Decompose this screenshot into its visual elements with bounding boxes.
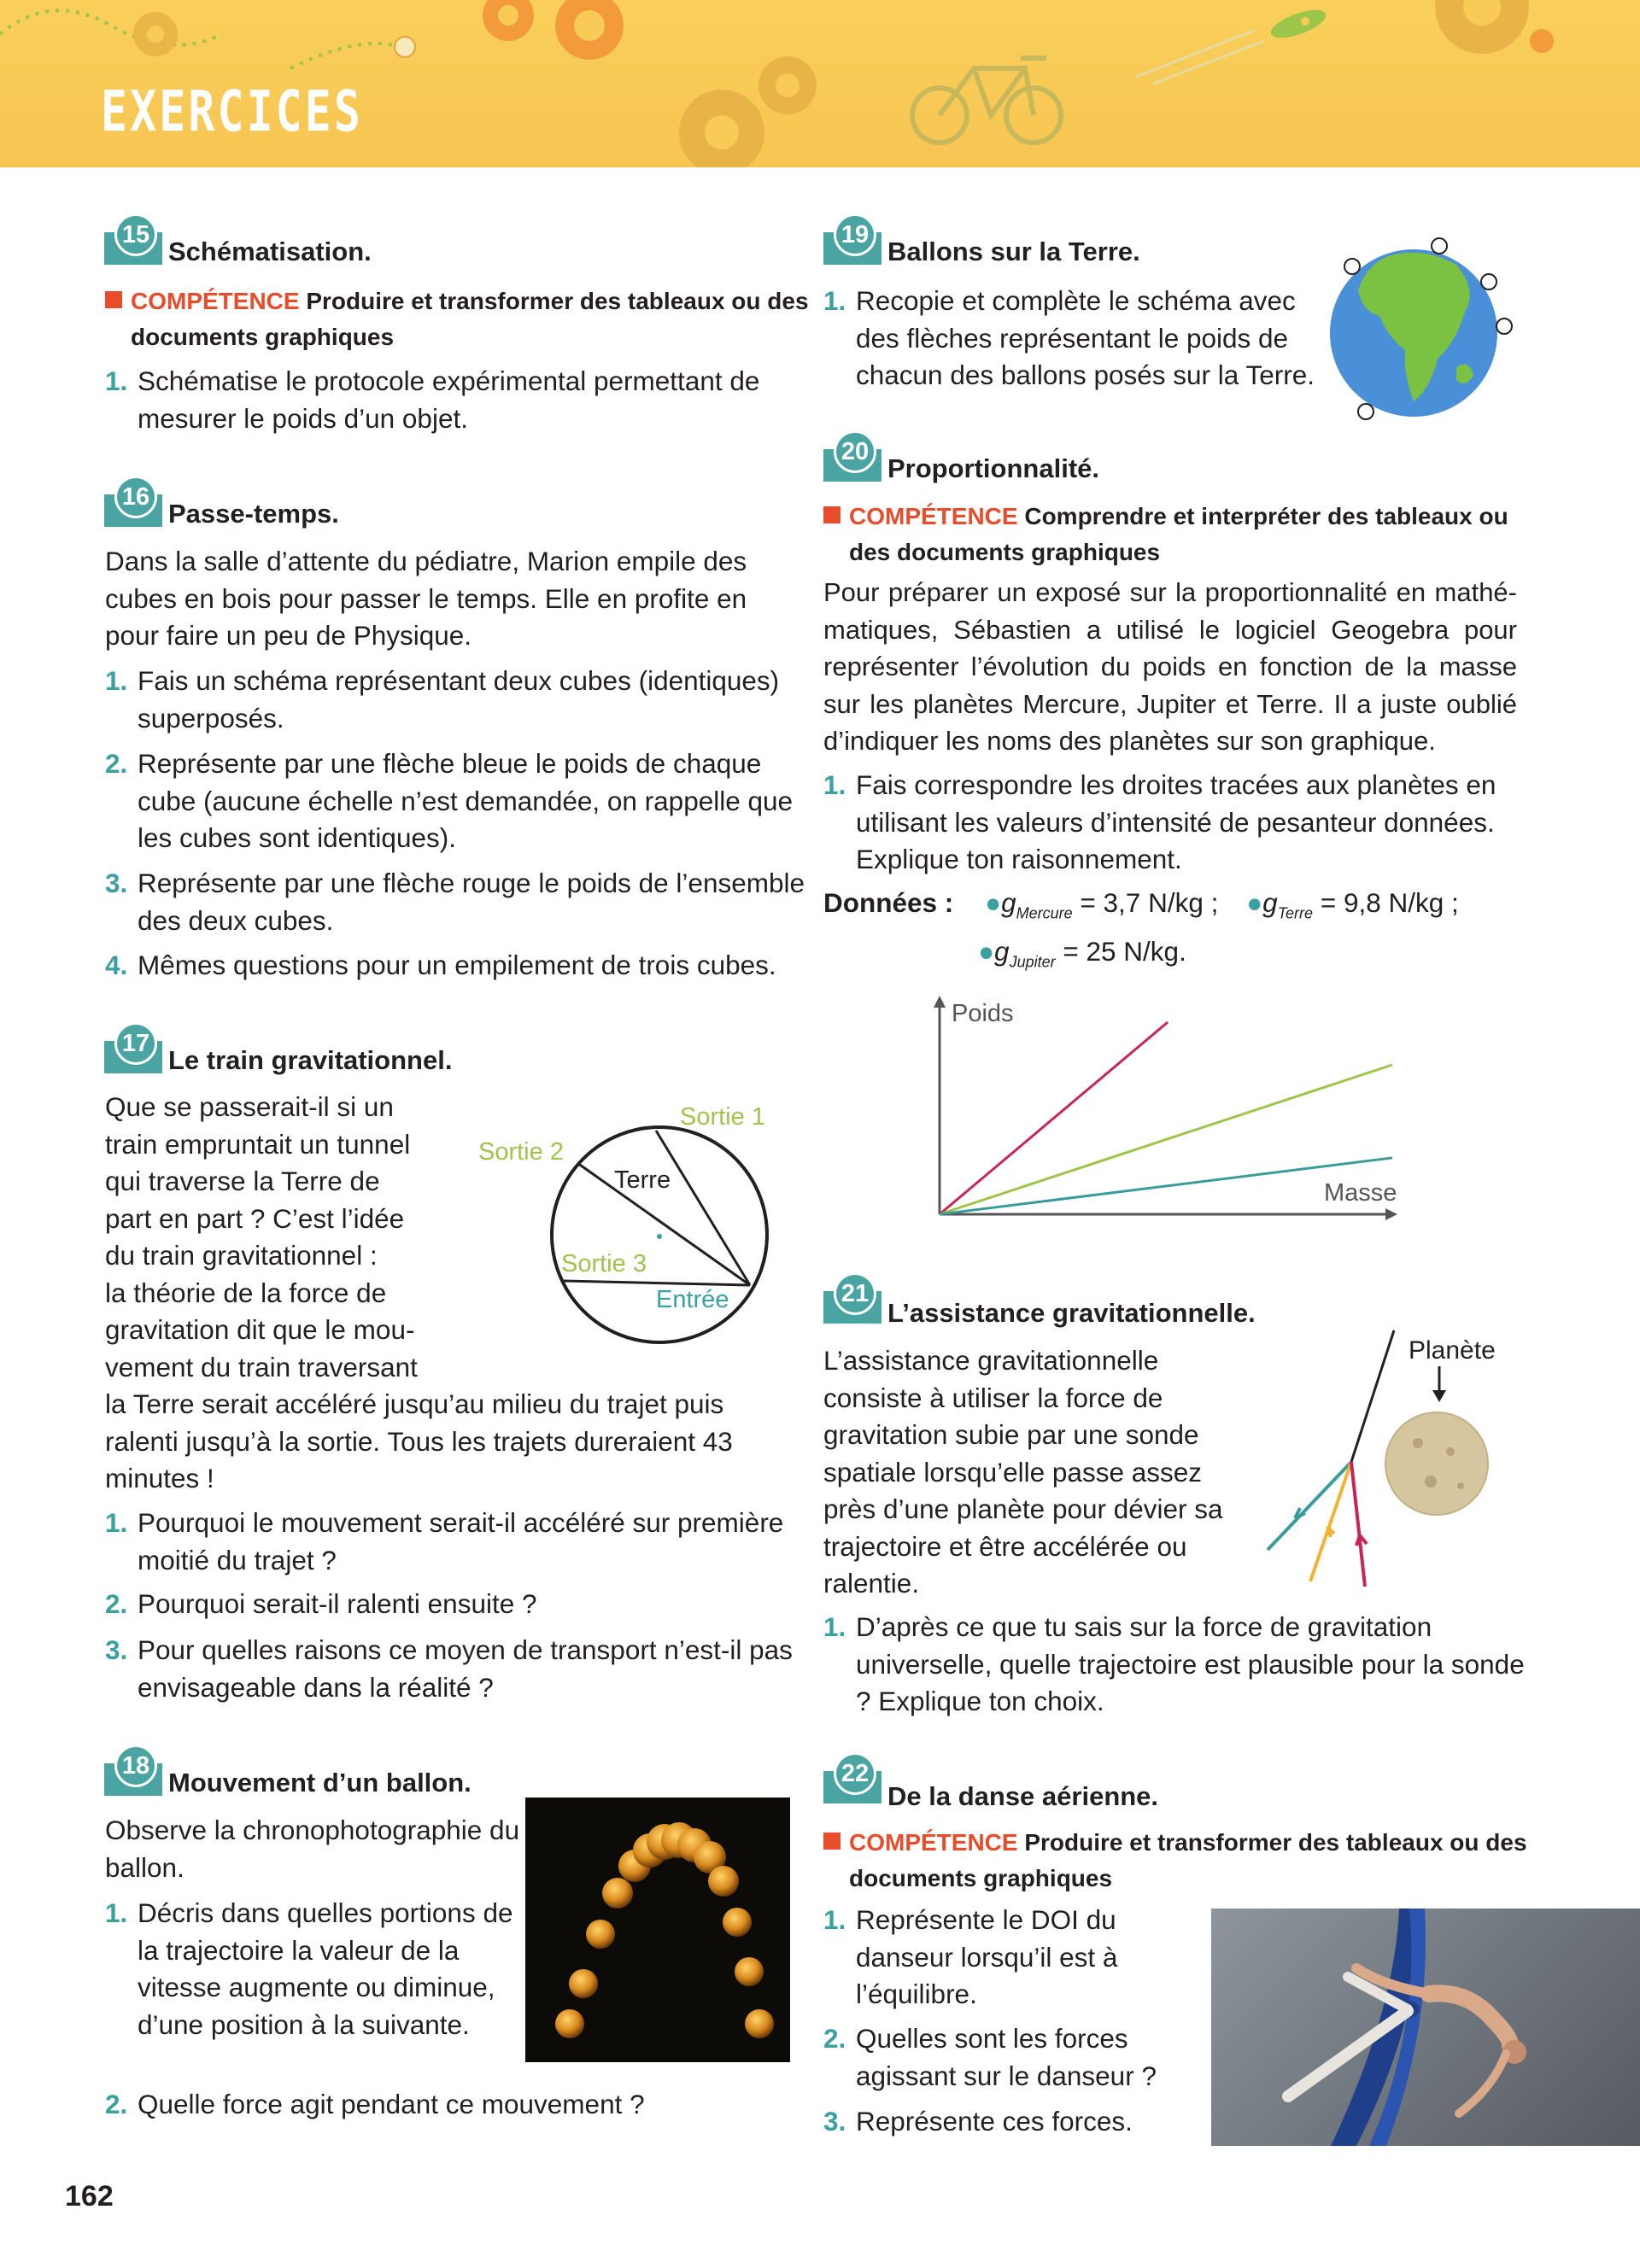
exercise-16-intro: Dans la salle d’attente du pédiatre, Marion empile des cubes en bois pour passer le temps. Elle en profite en pour faire un peu de Physique.: [105, 546, 747, 651]
exercise-21-title: L’assistance gravitationnelle.: [887, 1298, 1256, 1328]
exercise-21-badge: 21: [823, 1272, 882, 1324]
exercise-20-title: Proportionnalité.: [887, 453, 1099, 483]
exercise-17-question-1: 1. Pourquoi le mouvement serait-il accéléré sur première moitié du trajet ?: [105, 1507, 784, 1575]
exercise-16-title: Passe-temps.: [168, 499, 339, 529]
page-number: 162: [65, 2180, 114, 2212]
exercise-20-badge: 20: [823, 430, 882, 482]
diagram-label-entry: Entrée: [656, 1286, 729, 1313]
exercise-20-data: Données : $●g_{Mercure} = 3,7$ N/kg ; $●g_{Terre} = 9,8$ N/kg ;: [823, 887, 1459, 922]
bicycle-icon: [912, 58, 1061, 143]
exercise-17-intro-continued: la Terre serait accéléré jusqu’au milieu du trajet puis ralenti jusqu’à la sortie. Tous les trajets dureraient 43 minutes !: [105, 1388, 733, 1493]
exercise-16-badge: 16: [104, 476, 162, 527]
planet-label: Planète: [1409, 1336, 1496, 1365]
exercise-19-badge: 19: [823, 213, 882, 265]
exercise-16-question-4: 4. Mêmes questions pour un empilement de trois cubes.: [105, 950, 776, 980]
exercise-18-badge: 18: [104, 1745, 162, 1796]
x-axis-arrow: [1385, 1208, 1397, 1220]
gear-icon: [133, 12, 178, 56]
exercise-20-data-jupiter: $●g_{Jupiter} = 25$ N/kg.: [978, 936, 1186, 971]
exercise-19-question-1: 1. Recopie et complète le schéma avec des flèches représentant le poids de chacun des ballons posés sur la Terre.: [823, 285, 1315, 390]
exercise-19-title: Ballons sur la Terre.: [887, 237, 1140, 266]
exercise-16-question-3: 3. Représente par une flèche rouge le poids de l’ensemble des deux cubes.: [105, 868, 805, 936]
earth-illustration: [1328, 231, 1525, 427]
exercise-18-intro: Observe la chronophotographie du ballon.: [105, 1815, 520, 1883]
exercise-20-competence: COMPÉTENCE Comprendre et interpréter des tableaux ou des documents graphiques: [823, 499, 1532, 570]
exercise-21-question-1: 1. D’après ce que tu sais sur la force de gravitation universelle, quelle trajectoire est plausible pour la sonde ? Explique ton choix.: [823, 1611, 1525, 1716]
exercise-17-intro: Que se passerait-il si un train empruntait un tunnel qui traverse la Terre de part en part ? C’est l’idée du train gravitationnel : la théorie de la force de gravitation dit que le mou- vement du train traversant: [105, 1091, 418, 1382]
diagram-label-exit-1: Sortie 1: [680, 1103, 765, 1131]
exercise-17-question-2: 2. Pourquoi serait-il ralenti ensuite ?: [105, 1588, 537, 1619]
header-banner: [0, 0, 1640, 167]
diagram-label-earth: Terre: [614, 1166, 671, 1194]
exercise-15-title: Schématisation.: [168, 237, 372, 266]
page-title: EXERCICES: [101, 79, 364, 144]
diagram-label-exit-3: Sortie 3: [561, 1250, 647, 1277]
exercise-15-competence: COMPÉTENCE Produire et transformer des tableaux ou des documents graphiques: [105, 284, 814, 355]
exercise-17-question-3: 3. Pour quelles raisons ce moyen de transport n’est-il pas envisageable dans la réalité ?: [105, 1634, 793, 1703]
exercise-15-question-1: 1. Schématise le protocole expérimental permettant de mesurer le poids d’un objet.: [105, 365, 760, 434]
exercise-22-question-1: 1. Représente le DOI du danseur lorsqu’il est à l’équilibre.: [823, 1904, 1118, 2009]
train-diagram: [530, 1110, 786, 1366]
exercise-17-title: Le train gravitationnel.: [168, 1045, 453, 1075]
exercise-20-intro: Pour préparer un exposé sur la proportionnalité en mathé-matiques, Sébastien a utilisé le logiciel Geogebra pour représenter l’évolution du poids en fonction de la masse sur les planètes Mercure, Jupiter et Terre. Il a juste oublié d’indiquer les noms des planètes sur son graphique.: [823, 577, 1517, 756]
exercise-15-badge: 15: [104, 213, 162, 265]
x-axis-label: Masse: [1324, 1179, 1397, 1207]
exercise-22-title: De la danse aérienne.: [887, 1781, 1159, 1811]
exercise-22-question-3: 3. Représente ces forces.: [823, 2106, 1133, 2136]
exercise-16-question-1: 1. Fais un schéma représentant deux cubes (identiques) superposés.: [105, 665, 780, 734]
exercise-22-question-2: 2. Quelles sont les forces agissant sur le danseur ?: [823, 2023, 1157, 2091]
exercise-18-question-2: 2. Quelle force agit pendant ce mouvement ?: [105, 2089, 645, 2119]
ball-chronophotography: [525, 1797, 790, 2062]
weight-mass-chart: [922, 991, 1418, 1230]
exercise-20-question-1: 1. Fais correspondre les droites tracées aux planètes en utilisant les valeurs d’intensité de pesanteur données. Explique ton raisonnement.: [823, 769, 1496, 874]
y-axis-arrow: [934, 996, 946, 1008]
exercise-18-question-1: 1. Décris dans quelles portions de la trajectoire la valeur de la vitesse augmente ou diminue, d’une position à la suivante.: [105, 1897, 513, 2040]
chart-series-line-1: [940, 1022, 1168, 1214]
y-axis-label: Poids: [952, 1000, 1014, 1027]
diagram-label-exit-2: Sortie 2: [478, 1138, 564, 1166]
exercise-17-badge: 17: [104, 1022, 162, 1073]
exercise-16-question-2: 2. Représente par une flèche bleue le poids de chaque cube (aucune échelle n’est demandée, on rappelle que les cubes sont identiques).: [105, 748, 794, 853]
aerial-dancer-photo: [1211, 1909, 1640, 2146]
exercise-22-competence: COMPÉTENCE Produire et transformer des tableaux ou des documents graphiques: [823, 1825, 1532, 1897]
exercise-22-badge: 22: [823, 1752, 882, 1803]
exercise-18-title: Mouvement d’un ballon.: [168, 1768, 472, 1797]
exercise-21-intro: L’assistance gravitationnelle consiste à utiliser la force de gravitation subie par une sonde spatiale lorsqu’elle passe assez près d’une planète pour dévier sa trajectoire et être accélérée ou ralentie.: [823, 1345, 1223, 1599]
rocket-icon: [1136, 4, 1329, 84]
